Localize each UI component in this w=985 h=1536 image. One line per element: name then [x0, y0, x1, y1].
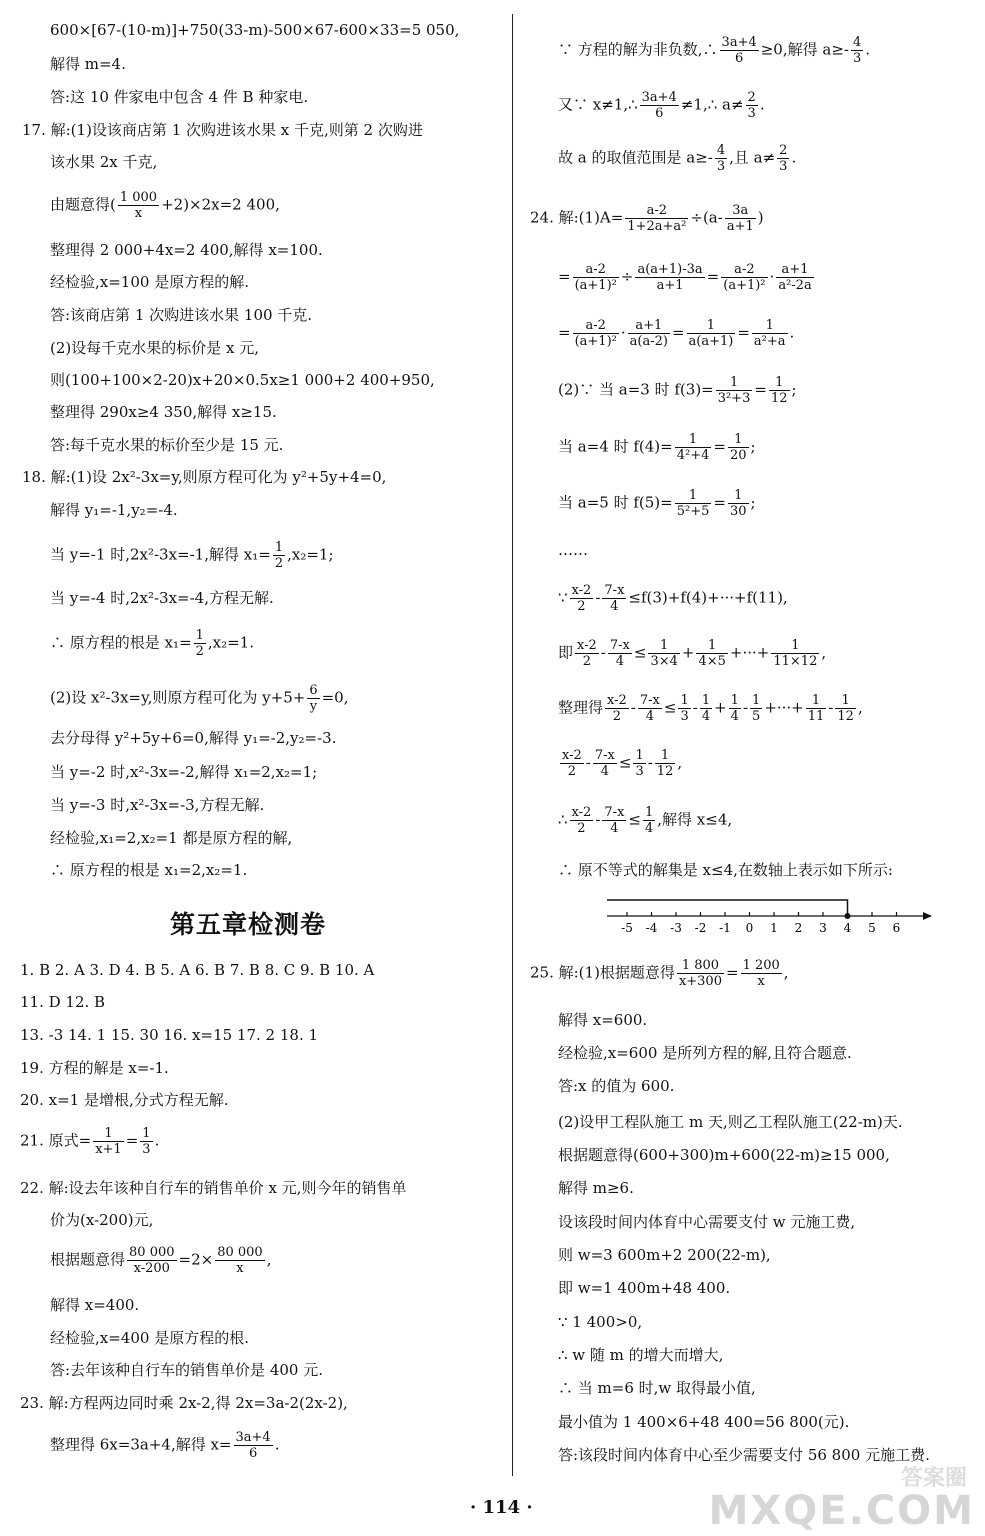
text-line: 即 w=1 400m+48 400.	[558, 1279, 731, 1297]
chapter-heading: 第五章检测卷	[170, 910, 327, 939]
answer-key-row: 13. -3 14. 1 15. 30 16. x=15 17. 2 18. 1	[20, 1026, 319, 1044]
fraction: $\frac{1}{5}$	[752, 693, 761, 724]
fraction: $\frac{x-2}{2}$	[571, 583, 592, 614]
formula-line: ∴ $\frac{x-2}{2}$ - $\frac{7-x}{4}$ ≤ $\frac{1}{4}$ ,解得 x≤4,	[558, 805, 733, 836]
fraction: $\frac{a+1}{\text{a²-2a}}$	[778, 262, 812, 293]
text-line: 600×[67-(10-m)]+750(33-m)-500×67-600×33=5 050,	[50, 21, 460, 39]
formula-line: 即 $\frac{x-2}{2}$ - $\frac{7-x}{4}$ ≤ $\frac{1}{3\times 4}$ + $\frac{1}{4\times 5}$ +···+ $\frac{1}{11\times 12}$ ,	[558, 638, 827, 669]
fraction: $\frac{3a+4}{6}$	[721, 35, 757, 66]
answer-21: 21. 原式= $\frac{1}{x+1}$ = $\frac{1}{3}$ .	[20, 1126, 160, 1157]
fraction: $\frac{a(a+1)-3a}{a+1}$	[637, 262, 703, 293]
fraction: $\frac{1 000}{x}$	[119, 190, 158, 221]
fraction: $\frac{1}{\text{a²+a}}$	[753, 318, 786, 349]
fraction: $\frac{1}{20}$	[729, 432, 747, 463]
formula-line: ∵ $\frac{x-2}{2}$ - $\frac{7-x}{4}$ ≤f(3)+f(4)+···+f(11),	[558, 583, 788, 614]
text-line: 经检验,x=400 是原方程的根.	[50, 1329, 249, 1347]
fraction: $\frac{3a}{a+1}$	[726, 203, 754, 234]
fraction: $\frac{80 000}{x}$	[217, 1245, 263, 1276]
formula-line: $\frac{x-2}{2}$ - $\frac{7-x}{4}$ ≤ $\frac{1}{3}$ - $\frac{1}{12}$ ,	[562, 748, 683, 779]
text-line: 则(100+100×2-20)x+20×0.5x≥1 000+2 400+950,	[50, 371, 435, 389]
tick-label: -1	[719, 921, 731, 935]
text-line: 答:去年该种自行车的销售单价是 400 元.	[50, 1361, 323, 1379]
tick-label: -5	[621, 921, 633, 935]
problem-22: 22. 解:设去年该种自行车的销售单价 x 元,则今年的销售单	[20, 1179, 407, 1197]
fraction: $\frac{4}{3}$	[716, 143, 726, 174]
text-line: 解得 m≥6.	[558, 1179, 634, 1197]
text-line: 解得 x=400.	[50, 1296, 140, 1314]
text-line: 当 y=-2 时,x²-3x=-2,解得 x₁=2,x₂=1;	[50, 763, 318, 781]
text-line: ∴ 当 m=6 时,w 取得最小值,	[558, 1379, 756, 1397]
tick-label: -2	[694, 921, 707, 935]
fraction: $\frac{80 000}{x-200}$	[129, 1245, 175, 1276]
fraction: $\frac{7-x}{4}$	[594, 748, 615, 779]
formula-line: (2)∵ 当 a=3 时 f(3)= $\frac{1}{\text{3²+3}}$ = $\frac{1}{12}$ ;	[558, 375, 797, 406]
fraction: $\frac{x-2}{2}$	[562, 748, 582, 779]
watermark-logo: 答案圈	[900, 1466, 967, 1491]
fraction: $\frac{a+1}{a(a-2)}$	[629, 318, 668, 349]
axis-arrow	[923, 912, 932, 920]
page-number: · 114 ·	[470, 1497, 533, 1518]
fraction: $\frac{7-x}{4}$	[639, 693, 660, 724]
problem-18: 18. 解:(1)设 2x²-3x=y,则原方程可化为 y²+5y+4=0,	[22, 468, 387, 486]
tick-label: 4	[843, 921, 852, 935]
formula-line: 根据题意得 $\frac{80 000}{x-200}$ =2× $\frac{80 000}{x}$ ,	[50, 1245, 272, 1276]
text-line: 答:该商店第 1 次购进该水果 100 千克.	[50, 306, 313, 324]
fraction: $\frac{2}{3}$	[747, 90, 756, 121]
formula-line: 当 a=5 时 f(5)= $\frac{1}{\text{5²+5}}$ = $\frac{1}{30}$ ;	[558, 488, 756, 519]
text-line: 经检验,x=600 是所列方程的解,且符合题意.	[558, 1044, 852, 1062]
text-line: 解得 y₁=-1,y₂=-4.	[50, 501, 178, 519]
text-line: ∵ 1 400>0,	[558, 1313, 643, 1331]
fraction: $\frac{x-2}{2}$	[571, 805, 592, 836]
text-line: 整理得 290x≥4 350,解得 x≥15.	[50, 403, 277, 421]
column-divider	[512, 14, 513, 1476]
formula-line: 整理得 $\frac{x-2}{2}$ - $\frac{7-x}{4}$ ≤ $\frac{1}{3}$ - $\frac{1}{4}$ + $\frac{1}{4}$ - $\frac{1}{5}$ +···+ $\frac{1}{11}$ - $\frac{1}{12}$ ,	[558, 693, 863, 724]
text-line: 经检验,x₁=2,x₂=1 都是原方程的解,	[50, 829, 293, 847]
watermark: MXQE.COM	[708, 1488, 975, 1534]
fraction: $\frac{1}{4}$	[701, 693, 711, 724]
fraction: $\frac{1}{3}$	[635, 748, 644, 779]
text-line: 答:该段时间内体育中心至少需要支付 56 800 元施工费.	[558, 1446, 930, 1464]
text-line: 价为(x-200)元,	[50, 1211, 154, 1229]
text-line: 解得 x=600.	[558, 1011, 648, 1029]
fraction: $\frac{1}{x+1}$	[95, 1126, 122, 1157]
fraction: $\frac{a-2}{\text{1+2a+a²}}$	[627, 203, 687, 234]
fraction: $\frac{1}{2}$	[195, 628, 204, 659]
formula-line: 又∵ x≠1,∴ $\frac{3a+4}{6}$ ≠1,∴ a≠ $\frac{2}{3}$ .	[558, 90, 765, 121]
text-line: 该水果 2x 千克,	[50, 153, 158, 171]
tick-label: 2	[794, 921, 803, 935]
fraction: $\frac{1}{4\times 5}$	[698, 638, 726, 669]
answer-20: 20. x=1 是增根,分式方程无解.	[20, 1091, 229, 1109]
text-line: 答:x 的值为 600.	[558, 1077, 675, 1095]
fraction: $\frac{7-x}{4}$	[604, 805, 625, 836]
fraction: $\frac{6}{y}$	[309, 683, 318, 714]
tick-label: -3	[670, 921, 682, 935]
problem-17: 17. 解:(1)设该商店第 1 次购进该水果 x 千克,则第 2 次购进	[22, 121, 423, 139]
text-line: ∴ w 随 m 的增大而增大,	[558, 1346, 724, 1364]
text-line: 答:这 10 件家电中包含 4 件 B 种家电.	[50, 88, 309, 106]
answer-key-row: 1. B 2. A 3. D 4. B 5. A 6. B 7. B 8. C 9. B 10. A	[20, 961, 375, 979]
fraction: $\frac{a-2}{\text{(a+1)²}}$	[574, 318, 617, 349]
fraction: $\frac{1}{\text{4²+4}}$	[676, 432, 710, 463]
text-line: 设该段时间内体育中心需要支付 w 元施工费,	[558, 1213, 856, 1231]
fraction: $\frac{1}{3\times 4}$	[650, 638, 678, 669]
text-line: (2)设每千克水果的标价是 x 元,	[50, 339, 260, 357]
problem-24: 24. 解:(1)A= $\frac{a-2}{\text{1+2a+a²}}$ ÷(a- $\frac{3a}{a+1}$ )	[530, 203, 764, 234]
text-line: 经检验,x=100 是原方程的解.	[50, 273, 249, 291]
formula-line: = $\frac{a-2}{\text{(a+1)²}}$ · $\frac{a+1}{a(a-2)}$ = $\frac{1}{a(a+1)}$ = $\frac{1}{\text{a²+a}}$ .	[558, 318, 795, 349]
formula-line: ∴ 原方程的根是 x₁= $\frac{1}{2}$ ,x₂=1.	[50, 628, 254, 659]
text-line: 答:每千克水果的标价至少是 15 元.	[50, 436, 284, 454]
fraction: $\frac{7-x}{4}$	[609, 638, 630, 669]
fraction: $\frac{7-x}{4}$	[604, 583, 625, 614]
fraction: $\frac{a-2}{\text{(a+1)²}}$	[574, 262, 617, 293]
fraction: $\frac{1}{11\times 12}$	[773, 638, 818, 669]
fraction: $\frac{1}{3}$	[142, 1126, 151, 1157]
fraction: $\frac{3a+4}{6}$	[641, 90, 677, 121]
text-line: (2)设甲工程队施工 m 天,则乙工程队施工(22-m)天.	[558, 1113, 903, 1131]
text-line: 最小值为 1 400×6+48 400=56 800(元).	[558, 1413, 850, 1431]
fraction: $\frac{1}{\text{3²+3}}$	[717, 375, 751, 406]
formula-line: 由题意得( $\frac{1 000}{x}$ +2)×2x=2 400,	[50, 190, 280, 221]
fraction: $\frac{1}{4}$	[644, 805, 654, 836]
fraction: $\frac{x-2}{2}$	[607, 693, 627, 724]
formula-line: = $\frac{a-2}{\text{(a+1)²}}$ ÷ $\frac{a(a+1)-3a}{a+1}$ = $\frac{a-2}{\text{(a+1)²}}$ · $\frac{a+1}{\text{a²-2a}}$	[558, 262, 812, 293]
fraction: $\frac{1}{\text{5²+5}}$	[676, 488, 710, 519]
fraction: $\frac{1}{12}$	[770, 375, 788, 406]
fraction: $\frac{1 800}{x+300}$	[678, 958, 722, 989]
text-line: 当 y=-4 时,2x²-3x=-4,方程无解.	[50, 589, 274, 607]
text-line: ∴ 原方程的根是 x₁=2,x₂=1.	[50, 861, 248, 879]
problem-23: 23. 解:方程两边同时乘 2x-2,得 2x=3a-2(2x-2),	[20, 1394, 348, 1412]
fraction: $\frac{1 200}{x}$	[742, 958, 780, 989]
fraction: $\frac{4}{3}$	[852, 35, 862, 66]
tick-label: 0	[745, 921, 754, 935]
fraction: $\frac{1}{4}$	[730, 693, 739, 724]
answer-19: 19. 方程的解是 x=-1.	[20, 1059, 169, 1077]
fraction: $\frac{a-2}{\text{(a+1)²}}$	[723, 262, 766, 293]
formula-line: 当 y=-1 时,2x²-3x=-1,解得 x₁= $\frac{1}{2}$ ,x₂=1;	[50, 540, 334, 571]
fraction: $\frac{1}{30}$	[729, 488, 747, 519]
solution-endpoint-dot	[845, 913, 851, 919]
text-line: 则 w=3 600m+2 200(22-m),	[558, 1246, 771, 1264]
tick-label: 6	[892, 921, 901, 935]
tick-label: 3	[819, 921, 827, 935]
tick-label: 1	[770, 921, 778, 935]
text-line: 根据题意得(600+300)m+600(22-m)≥15 000,	[558, 1146, 890, 1164]
problem-25: 25. 解:(1)根据题意得 $\frac{1 800}{x+300}$ = $\frac{1 200}{x}$ ,	[530, 958, 789, 989]
text-line: ∴ 原不等式的解集是 x≤4,在数轴上表示如下所示:	[558, 861, 893, 879]
text-line: 解得 m=4.	[50, 55, 126, 73]
fraction: $\frac{2}{3}$	[779, 143, 788, 174]
fraction: $\frac{1}{12}$	[656, 748, 674, 779]
fraction: $\frac{1}{11}$	[807, 693, 825, 724]
fraction: $\frac{3a+4}{6}$	[235, 1430, 271, 1461]
text-line: 整理得 2 000+4x=2 400,解得 x=100.	[50, 241, 323, 259]
formula-line: 整理得 6x=3a+4,解得 x= $\frac{3a+4}{6}$ .	[50, 1430, 280, 1461]
tick-label: -4	[645, 921, 658, 935]
fraction: $\frac{x-2}{2}$	[577, 638, 597, 669]
fraction: $\frac{1}{2}$	[274, 540, 284, 571]
formula-line: ∵ 方程的解为非负数,∴ $\frac{3a+4}{6}$ ≥0,解得 a≥- $\frac{4}{3}$ .	[558, 35, 871, 66]
fraction: $\frac{1}{12}$	[837, 693, 854, 724]
fraction: $\frac{1}{3}$	[680, 693, 689, 724]
tick-label: 5	[868, 921, 876, 935]
number-line	[605, 888, 935, 938]
text-line: 去分母得 y²+5y+6=0,解得 y₁=-2,y₂=-3.	[50, 729, 337, 747]
fraction: $\frac{1}{a(a+1)}$	[688, 318, 734, 349]
formula-line: 故 a 的取值范围是 a≥- $\frac{4}{3}$ ,且 a≠ $\frac{2}{3}$ .	[558, 143, 797, 174]
formula-line: (2)设 x²-3x=y,则原方程可化为 y+5+ $\frac{6}{y}$ =0,	[50, 683, 349, 714]
text-line: ……	[558, 541, 588, 559]
text-line: 当 y=-3 时,x²-3x=-3,方程无解.	[50, 796, 265, 814]
solution-region-line	[607, 900, 848, 916]
answer-key-row: 11. D 12. B	[20, 993, 106, 1011]
formula-line: 当 a=4 时 f(4)= $\frac{1}{\text{4²+4}}$ = $\frac{1}{20}$ ;	[558, 432, 756, 463]
